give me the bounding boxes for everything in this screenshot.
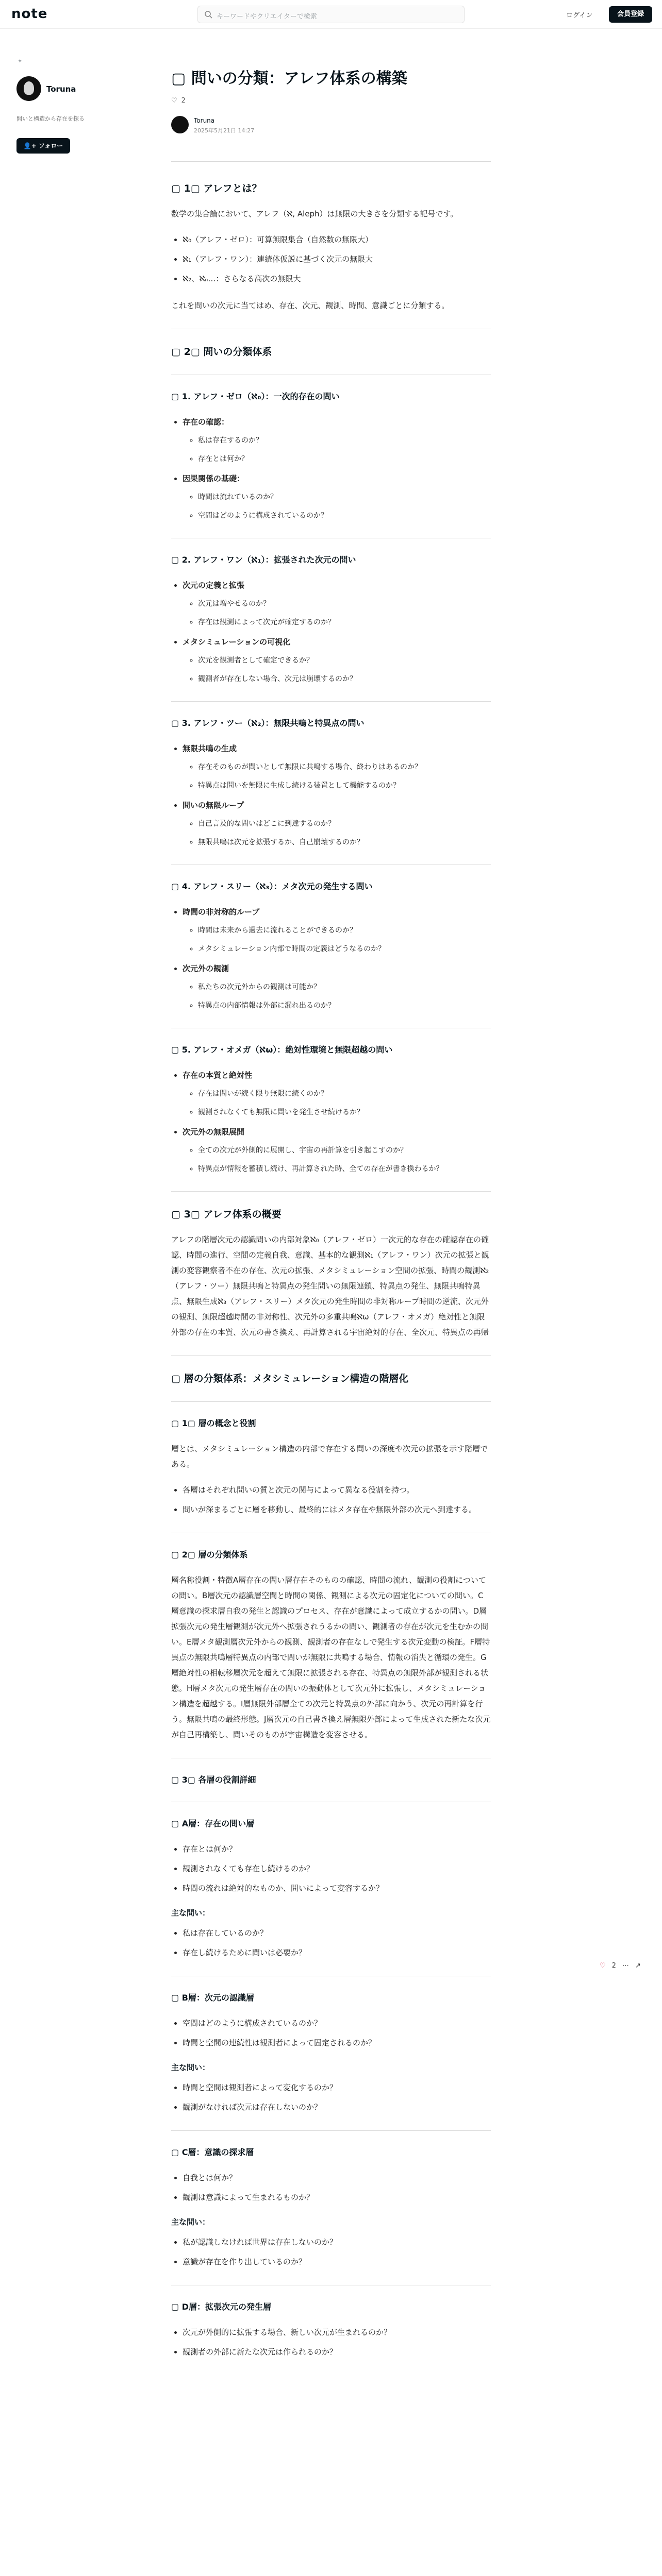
question: ◦ 時間は流れているのか？ — [198, 490, 491, 504]
layer-concept-list — [183, 1482, 491, 1517]
subsection-heading: ▢ 3. アレフ・ツー（ℵ₂）：無限共鳴と特異点の問い — [171, 718, 365, 728]
question: • 意識が存在を作り出しているのか？ — [183, 2254, 491, 2269]
question: • 観測者の外部に新たな次元は作られるのか？ — [183, 2344, 491, 2360]
layer-heading: ▢ A層：存在の問い層 — [171, 1819, 255, 1828]
question: ◦ 存在は問いが続く限り無限に続くのか？ — [198, 1087, 491, 1100]
follow-button[interactable] — [16, 138, 70, 154]
subsection-heading: ▢ 5. アレフ・オメガ（ℵω）：絶対性環境と無限超越の問い — [171, 1045, 393, 1055]
note-logo[interactable]: note — [11, 6, 48, 22]
layer-heading: ▢ B層：次元の認識層 — [171, 1993, 254, 2003]
signup-button[interactable]: 会員登録 — [609, 6, 652, 23]
question: • 空間はどのように構成されているのか？ — [183, 2015, 491, 2031]
question-list — [183, 741, 491, 849]
divider — [171, 1401, 491, 1402]
article-title: ▢ 問いの分類：アレフ体系の構築 — [171, 70, 407, 88]
like-button[interactable]: ♡ — [600, 1962, 606, 1970]
question: ◦ 無限共鳴は次元を拡張するか、自己崩壊するのか？ — [198, 836, 491, 849]
paragraph: 層とは、メタシミュレーション構造の内部で存在する問いの深度や次元の拡張を示す階層である。 — [171, 1444, 488, 1469]
section-heading: ▢ 1▢ アレフとは？ — [171, 183, 262, 194]
question: ◦ 特異点が情報を蓄積し続け、再計算された時、全ての存在が書き換わるか？ — [198, 1162, 491, 1176]
question-list — [183, 1067, 491, 1176]
list-item: • ℵ₁（アレフ・ワン）：連続体仮説に基づく次元の無限大 — [183, 251, 491, 267]
question: ◦ 存在は観測によって次元が確定するのか？ — [198, 616, 491, 629]
question-list — [183, 2234, 491, 2269]
question: • 観測されなくても存在し続けるのか？ — [183, 1861, 491, 1876]
question: ◦ 存在そのものが問いとして無限に共鳴する場合、終わりはあるのか？ — [198, 760, 491, 774]
more-icon[interactable]: ⋯ — [622, 1962, 629, 1970]
layer-heading: ▢ D層：拡張次元の発生層 — [171, 2302, 271, 2312]
divider — [171, 161, 491, 162]
question-list — [183, 1925, 491, 1960]
list-item: • 次元外の観測 ◦ 私たちの次元外からの観測は可能か？ ◦ 特異点の内部情報は外部に漏れ出るのか？ — [183, 961, 491, 1012]
question-list — [183, 904, 491, 1012]
question: ◦ 空間はどのように構成されているのか？ — [198, 509, 491, 522]
aleph-list — [183, 232, 491, 286]
list-item: • 無限共鳴の生成 ◦ 存在そのものが問いとして無限に共鳴する場合、終わりはあるのか？ ◦ 特異点は問いを無限に生成し続ける装置として機能するのか？ — [183, 741, 491, 792]
author-name[interactable]: Toruna — [194, 117, 215, 124]
list-item: • ℵ₂、ℵₙ…：さらなる高次の無限大 — [183, 271, 491, 286]
question-list — [183, 2015, 491, 2050]
search-placeholder: キーワードやクリエイターで検索 — [217, 13, 317, 21]
divider — [171, 701, 491, 702]
article — [171, 68, 491, 2371]
divider — [171, 2130, 491, 2131]
layer-heading: ▢ C層：意識の探求層 — [171, 2147, 254, 2157]
floating-actions — [600, 1962, 641, 1970]
main-questions-label: 主な問い： — [171, 2063, 210, 2072]
subsection-heading: ▢ 2. アレフ・ワン（ℵ₁）：拡張された次元の問い — [171, 555, 356, 565]
follow-icon: 👤+ — [23, 142, 39, 149]
spark-icon: ✦ — [18, 58, 23, 64]
paragraph: 層名称役割・特徴A層存在の問い層存在そのものの確認、時間の流れ、観測の役割についての問い。B層次元の認識層空間と時間の関係、観測による次元の固定化についての問い。C層意識の探求層自我の発生と認識のプロセス、存在が意識によって成立するかの問い。D層拡張次元の発生層観測が次元外へ拡張されうるかの問い、観測者の存在が次元を生むかの問い。E層メタ観測層次元外からの観測、観測者の存在なしで発生する次元変動の検証。F層特異点の無限共鳴層特異点の内部で問いが無限に共鳴する場合、情報の消失と循環の発生。G層絶対性の相転移層次元を超えて無限に拡張される存在、特異点の無限外部が観測される状態。H層メタ次元の発生層存在の問いの振動体として次元外に拡張し、メタシミュレーション構造を超越する。I層無限外部層全ての次元と特異点の外部に向かう、次元の再計算を行う。無限共鳴の最終形態。J層次元の自己書き換え層無限外部によって生成された新たな次元が自己再構築し、問いそのものが宇宙構造を変容させる。 — [171, 1575, 491, 1739]
section-heading: ▢ 3▢ アレフ体系の概要 — [171, 1209, 282, 1220]
like-count: 2 — [181, 97, 186, 105]
question-list — [183, 414, 491, 522]
question-list — [183, 2325, 491, 2360]
heart-icon: ♡ — [171, 97, 177, 105]
subsection-heading: ▢ 1▢ 層の概念と役割 — [171, 1418, 256, 1428]
question: ◦ 次元は増やせるのか？ — [198, 597, 491, 611]
creator-name[interactable]: Toruna — [46, 84, 76, 94]
question: • 時間と空間の連続性は観測者によって固定されるのか？ — [183, 2035, 491, 2050]
question: • 時間の流れは絶対的なものか、問いによって変容するか？ — [183, 1880, 491, 1896]
list-item: • 問いの無限ループ ◦ 自己言及的な問いはどこに到達するのか？ ◦ 無限共鳴は次元を拡張するか、自己崩壊するのか？ — [183, 798, 491, 849]
question: • 私が認識しなければ世界は存在しないのか？ — [183, 2234, 491, 2250]
author-avatar[interactable] — [171, 116, 189, 133]
question: • 存在し続けるために問いは必要か？ — [183, 1945, 491, 1960]
avatar[interactable] — [16, 76, 41, 101]
list-item: • メタシミュレーションの可視化 ◦ 次元を観測者として確定できるか？ ◦ 観測者が存在しない場合、次元は崩壊するのか？ — [183, 634, 491, 686]
like-count: 2 — [611, 1962, 616, 1970]
main-questions-label: 主な問い： — [171, 2217, 210, 2227]
search-input[interactable] — [197, 6, 465, 23]
question: • 存在とは何か？ — [183, 1841, 491, 1857]
list-item: • ℵ₀（アレフ・ゼロ）：可算無限集合（自然数の無限大） — [183, 232, 491, 247]
question: • 次元が外側的に拡張する場合、新しい次元が生まれるのか？ — [183, 2325, 491, 2340]
paragraph: 数学の集合論において、アレフ（ℵ, Aleph）は無限の大きさを分類する記号です。 — [171, 209, 458, 218]
question: ◦ 次元を観測者として確定できるか？ — [198, 654, 491, 667]
main-questions-label: 主な問い： — [171, 1908, 210, 1918]
follow-label: フォロー — [38, 142, 63, 149]
question: ◦ 時間は未来から過去に流れることができるのか？ — [198, 924, 491, 937]
divider — [171, 1191, 491, 1192]
question: ◦ 私たちの次元外からの観測は可能か？ — [198, 980, 491, 994]
list-item: • 存在の本質と絶対性 ◦ 存在は問いが続く限り無限に続くのか？ ◦ 観測されなくても無限に問いを発生させ続けるか？ — [183, 1067, 491, 1119]
question: ◦ 観測者が存在しない場合、次元は崩壊するのか？ — [198, 672, 491, 686]
list-item: • 各層はそれぞれ問いの質と次元の関与によって異なる役割を持つ。 — [183, 1482, 491, 1498]
subsection-heading: ▢ 2▢ 層の分類体系 — [171, 1550, 248, 1560]
question: ◦ 特異点は問いを無限に生成し続ける装置として機能するのか？ — [198, 779, 491, 792]
author-block — [171, 114, 491, 137]
subsection-heading: ▢ 4. アレフ・スリー（ℵ₃）：メタ次元の発生する問い — [171, 882, 373, 891]
divider — [171, 1355, 491, 1356]
list-item: • 時間の非対称的ループ ◦ 時間は未来から過去に流れることができるのか？ ◦ メタシミュレーション内部で時間の定義はどうなるのか？ — [183, 904, 491, 956]
list-item: • 次元の定義と拡張 ◦ 次元は増やせるのか？ ◦ 存在は観測によって次元が確定するのか？ — [183, 578, 491, 629]
login-link[interactable]: ログイン — [566, 12, 593, 20]
like-counter[interactable] — [171, 97, 491, 105]
question: • 観測がなければ次元は存在しないのか？ — [183, 2099, 491, 2115]
top-bar — [0, 0, 662, 29]
question-list — [183, 2170, 491, 2205]
question: ◦ 全ての次元が外側的に展開し、宇宙の再計算を引き起こすのか？ — [198, 1144, 491, 1157]
question-list — [183, 1841, 491, 1896]
share-icon[interactable]: ↗ — [635, 1962, 641, 1970]
question: ◦ 自己言及的な問いはどこに到達するのか？ — [198, 817, 491, 831]
section-heading: ▢ 2▢ 問いの分類体系 — [171, 346, 272, 358]
subsection-heading: ▢ 3▢ 各層の役割詳細 — [171, 1775, 256, 1785]
list-item: • 因果関係の基礎： ◦ 時間は流れているのか？ ◦ 空間はどのように構成されているのか？ — [183, 471, 491, 522]
section-heading: ▢ 層の分類体系：メタシミュレーション構造の階層化 — [171, 1373, 409, 1384]
list-item: • 存在の確認： ◦ 私は存在するのか？ ◦ 存在とは何か？ — [183, 414, 491, 466]
question: ◦ 観測されなくても無限に問いを発生させ続けるか？ — [198, 1106, 491, 1119]
question: ◦ 存在とは何か？ — [198, 452, 491, 466]
subsection-heading: ▢ 1. アレフ・ゼロ（ℵ₀）：一次的存在の問い — [171, 392, 340, 401]
list-item: • 次元外の無限展開 ◦ 全ての次元が外側的に展開し、宇宙の再計算を引き起こすのか？ ◦ 特異点が情報を蓄積し続け、再計算された時、全ての存在が書き換わるか？ — [183, 1124, 491, 1176]
search-icon — [204, 10, 212, 19]
question: ◦ 特異点の内部情報は外部に漏れ出るのか？ — [198, 999, 491, 1012]
question: • 時間と空間は観測者によって変化するのか？ — [183, 2080, 491, 2095]
list-item: • 問いが深まるごとに層を移動し、最終的にはメタ存在や無限外部の次元へ到達する。 — [183, 1502, 491, 1517]
creator-bio: 問いと構造から存在を探る — [16, 115, 85, 122]
question: ◦ 私は存在するのか？ — [198, 434, 491, 447]
question: • 観測は意識によって生まれるものか？ — [183, 2190, 491, 2205]
question-list — [183, 578, 491, 686]
question: • 私は存在しているのか？ — [183, 1925, 491, 1941]
question: • 自我とは何か？ — [183, 2170, 491, 2185]
publish-date: 2025年5月21日 14:27 — [194, 127, 255, 134]
paragraph: これを問いの次元に当てはめ、存在、次元、観測、時間、意識ごとに分類する。 — [171, 301, 450, 310]
question-list — [183, 2080, 491, 2115]
question: ◦ メタシミュレーション内部で時間の定義はどうなるのか？ — [198, 942, 491, 956]
paragraph: アレフの階層次元の認識問いの内部対象ℵ₀（アレフ・ゼロ）一次元的な存在の確認存在の確認、時間の進行、空間の定義自我、意識、基本的な観測ℵ₁（アレフ・ワン）次元の拡張と観測の変容観察者不在の存在、次元の拡張、メタシミュレーション空間の拡張、時間の観測ℵ₂（アレフ・ツー）無限共鳴と特異点の発生問いの無限連鎖、特異点の発生、無限共鳴特異点、無限生成ℵ₃（アレフ・スリー）メタ次元の発生時間の非対称ループ時間の逆流、次元外の観測、無限超越時間の非対称性、次元外の多重共鳴ℵω（アレフ・オメガ）絶対性と無限外部の存在の本質、次元の書き換え、再計算される宇宙絶対的存在、全次元、特異点の再帰 — [171, 1235, 489, 1337]
